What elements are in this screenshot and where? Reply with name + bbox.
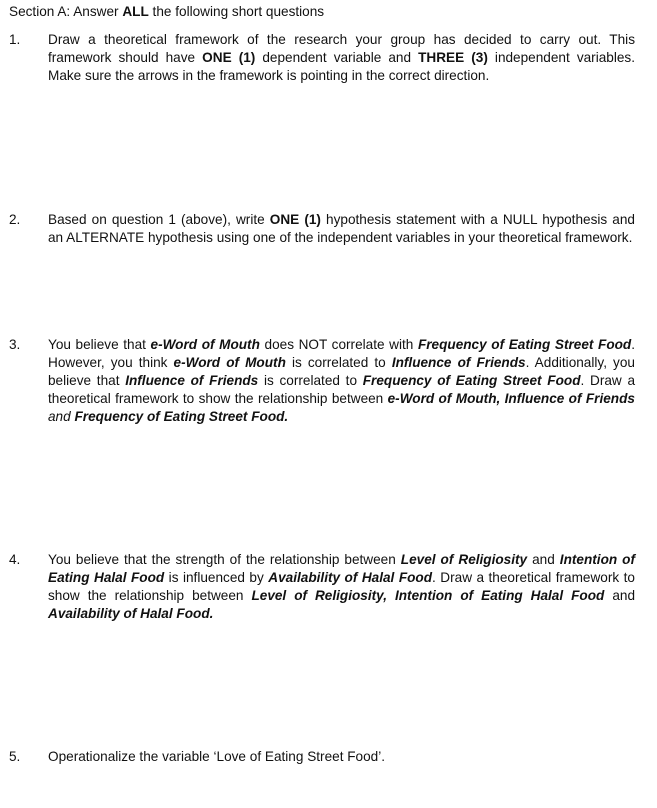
question-text-segment: You believe that the strength of the relationship between — [48, 552, 401, 567]
question-1 — [9, 31, 635, 85]
section-heading-emphasis: ALL — [122, 4, 149, 19]
question-text-emphasis: Intention of Eating Halal Food — [48, 552, 636, 585]
question-text-segment: Operationalize the variable ‘Love of Eating Street Food’. — [48, 749, 386, 764]
question-text-emphasis: Availability of Halal Food — [268, 570, 433, 585]
question-text-emphasis: e-Word of Mouth — [150, 337, 260, 352]
question-number: 3. — [9, 337, 21, 352]
question-text-segment: does NOT correlate with — [259, 337, 418, 352]
question-text-segment: . Additionally, you believe that — [48, 355, 635, 388]
question-text-segment: Draw a theoretical framework of the research your group has decided to carry out. This framework should have — [48, 32, 635, 65]
question-text-emphasis: and — [48, 409, 75, 424]
question-text-emphasis: Influence of Friends — [391, 355, 526, 370]
question-text-segment: hypothesis statement with a NULL hypothesis and an ALTERNATE hypothesis using one of the independent variables in your theoretical framework. — [48, 212, 635, 245]
section-heading-prefix: Section A: Answer — [9, 4, 123, 19]
question-2 — [9, 211, 635, 247]
question-number: 5. — [9, 749, 21, 764]
question-text — [48, 551, 635, 623]
question-text-emphasis: Frequency of Eating Street Food — [417, 337, 632, 352]
question-text — [48, 211, 635, 247]
question-text-emphasis: ONE (1) — [269, 212, 321, 227]
section-heading — [9, 3, 324, 21]
question-text-emphasis: Availability of Halal Food. — [48, 606, 214, 621]
question-text-segment: and — [527, 552, 560, 567]
question-text-emphasis: Level of Religiosity, Intention of Eating Halal Food — [251, 588, 605, 603]
question-text-segment: is correlated to — [258, 373, 363, 388]
question-number: 2. — [9, 212, 21, 227]
question-4 — [9, 551, 635, 623]
question-text-segment: is influenced by — [164, 570, 269, 585]
question-text-segment: You believe that — [48, 337, 151, 352]
question-number: 1. — [9, 32, 21, 47]
question-text-emphasis: THREE (3) — [418, 50, 488, 65]
question-text — [48, 748, 635, 766]
question-text-segment: . Draw a theoretical framework to show the relationship between — [48, 570, 635, 603]
question-text-emphasis: ONE (1) — [202, 50, 256, 65]
question-text-segment: independent variables. Make sure the arrows in the framework is pointing in the correct direction. — [48, 50, 635, 83]
question-text — [48, 336, 635, 426]
question-text-emphasis: Influence of Friends — [125, 373, 259, 388]
question-text-emphasis: Frequency of Eating Street Food. — [74, 409, 289, 424]
question-text — [48, 31, 635, 85]
question-text-segment: dependent variable and — [255, 50, 419, 65]
question-5 — [9, 748, 635, 766]
question-text-segment: . However, you think — [48, 337, 636, 370]
question-text-segment: is correlated to — [285, 355, 392, 370]
question-text-emphasis: Level of Religiosity — [400, 552, 528, 567]
section-heading-suffix: the following short questions — [148, 4, 325, 19]
question-3 — [9, 336, 635, 426]
question-number: 4. — [9, 552, 21, 567]
question-text-segment: . Draw a theoretical framework to show the relationship between — [48, 373, 636, 406]
question-text-segment: and — [604, 588, 635, 603]
question-text-emphasis: Frequency of Eating Street Food — [362, 373, 581, 388]
question-text-emphasis: e-Word of Mouth — [173, 355, 286, 370]
question-text-emphasis: e-Word of Mouth, Influence of Friends — [387, 391, 635, 406]
question-text-segment: Based on question 1 (above), write — [48, 212, 270, 227]
